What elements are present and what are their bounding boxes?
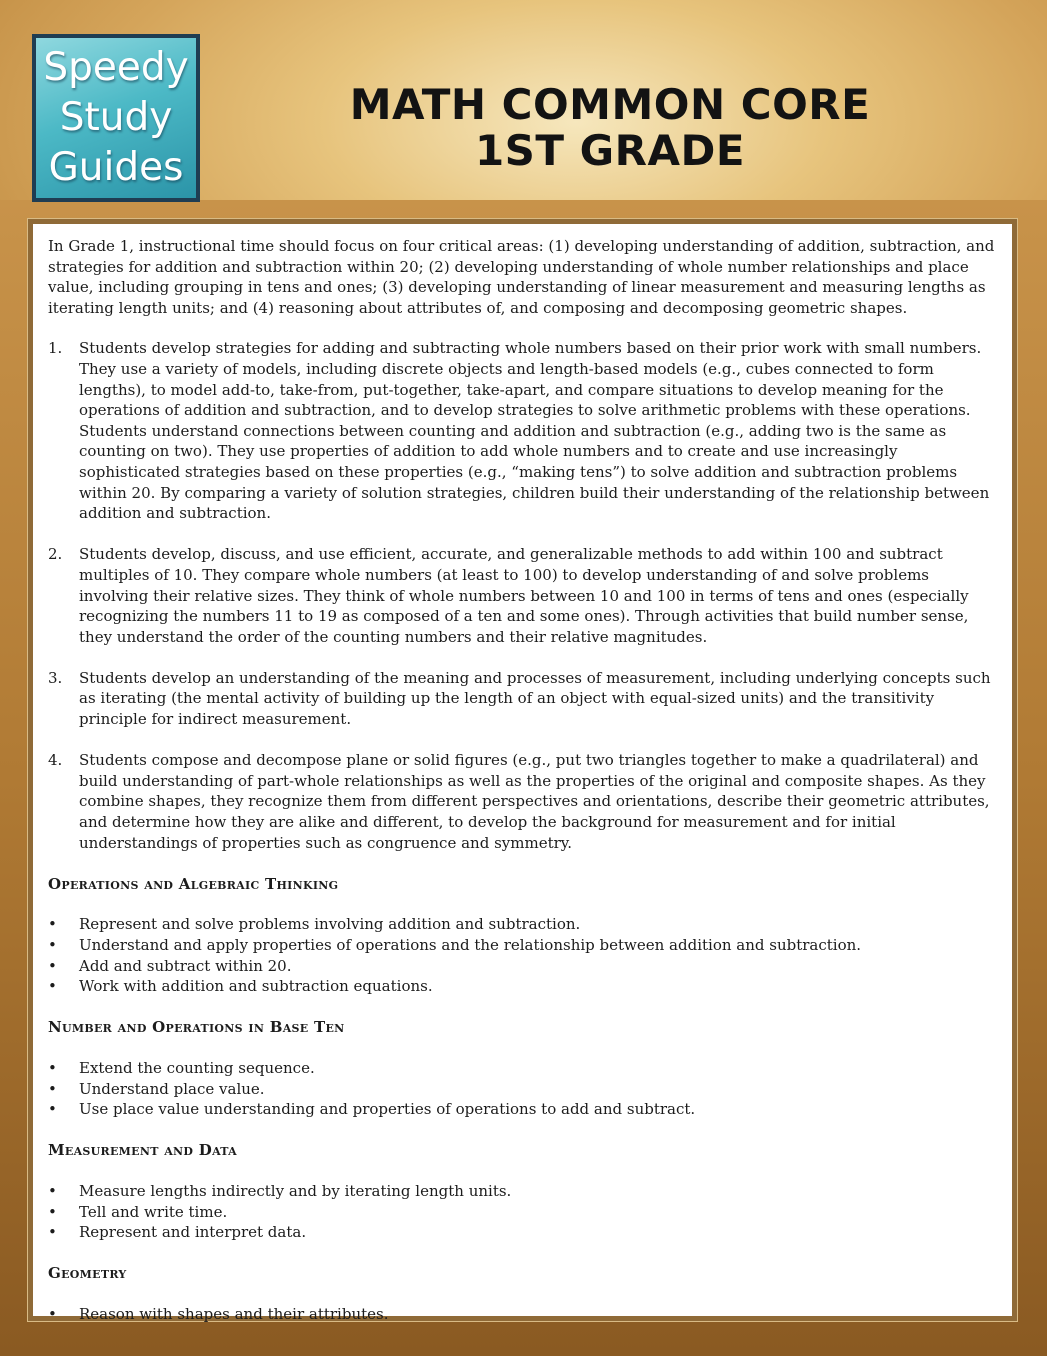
list-item: • Add and subtract within 20. [48,956,998,977]
section-list-operations-algebraic-thinking [48,914,998,996]
list-item: • Work with addition and subtraction equations. [48,976,998,997]
section-list-geometry [48,1304,998,1325]
logo-line-2: Study [59,95,173,140]
intro-paragraph: In Grade 1, instructional time should focus on four critical areas: (1) developing understanding of addition, subtraction, and strategies for addition and subtraction within 20; (2) developing understanding of whole number relationships and place value, including grouping in tens and ones; (3) developing understanding of linear measurement and measuring lengths as iterating length units; and (4) reasoning about attributes of, and composing and decomposing geometric shapes. [48,237,995,317]
speedy-study-guides-logo [32,34,200,202]
section-list-measurement-data [48,1181,998,1243]
critical-areas-list [48,338,998,853]
item-number: 3. [48,668,63,687]
document-body [48,236,998,1345]
item-text: Students compose and decompose plane or solid figures (e.g., put two triangles together to make a quadrilateral) and build understanding of part-whole relationships as well as the properties of the original and composite shapes. As they combine shapes, they recognize them from different perspectives and orientations, describe their geometric attributes, and determine how they are alike and different, to develop the background for measurement and for initial understandings of properties such as congruence and symmetry. [79,751,990,852]
item-number: 1. [48,339,63,358]
title-line-1: MATH COMMON CORE [349,80,871,129]
critical-area-item [48,544,998,647]
list-item: • Understand and apply properties of operations and the relationship between addition and subtraction. [48,935,998,956]
logo-line-3: Guides [48,145,184,190]
item-text: Students develop an understanding of the meaning and processes of measurement, including underlying concepts such as iterating (the mental activity of building up the length of an object with equal-sized units) and the transitivity principle for indirect measurement. [79,668,991,729]
logo-line-1: Speedy [43,45,189,90]
list-item: • Understand place value. [48,1079,998,1100]
list-item: • Reason with shapes and their attributes. [48,1304,998,1325]
item-text: Students develop, discuss, and use efficient, accurate, and generalizable methods to add within 100 and subtract multiples of 10. They compare whole numbers (at least to 100) to develop understanding of and solve problems involving their relative sizes. They think of whole numbers between 10 and 100 in terms of tens and ones (especially recognizing the numbers 11 to 19 as composed of a ten and some ones). Through activities that build number sense, they understand the order of the counting numbers and their relative magnitudes. [79,545,969,646]
item-number: 4. [48,751,63,770]
item-number: 2. [48,545,63,564]
section-heading-geometry: Geometry [48,1264,127,1283]
list-item: • Represent and interpret data. [48,1222,998,1243]
section-heading-number-operations-base-ten: Number and Operations in Base Ten [48,1018,345,1037]
critical-area-item [48,338,998,523]
page-title [260,82,960,174]
list-item: • Use place value understanding and properties of operations to add and subtract. [48,1099,998,1120]
title-line-2: 1ST GRADE [474,126,746,175]
list-item: • Extend the counting sequence. [48,1058,998,1079]
list-item: • Represent and solve problems involving addition and subtraction. [48,914,998,935]
critical-area-item [48,750,998,853]
item-text: Students develop strategies for adding and subtracting whole numbers based on their prior work with small numbers. They use a variety of models, including discrete objects and length-based models (e.g., cubes connected to form lengths), to model add-to, take-from, put-together, take-apart, and compare situations to develop meaning for the operations of addition and subtraction, and to develop strategies to solve arithmetic problems with these operations. Students understand connections between counting and addition and subtraction (e.g., adding two is the same as counting on two). They use properties of addition to add whole numbers and to create and use increasingly sophisticated strategies based on these properties (e.g., “making tens”) to solve addition and subtraction problems within 20. By comparing a variety of solution strategies, children build their understanding of the relationship between addition and subtraction. [79,339,990,523]
section-list-number-operations-base-ten [48,1058,998,1120]
list-item: • Tell and write time. [48,1202,998,1223]
section-heading-operations-algebraic-thinking: Operations and Algebraic Thinking [48,874,339,893]
list-item: • Measure lengths indirectly and by iterating length units. [48,1181,998,1202]
critical-area-item [48,668,998,730]
section-heading-measurement-data: Measurement and Data [48,1141,238,1160]
